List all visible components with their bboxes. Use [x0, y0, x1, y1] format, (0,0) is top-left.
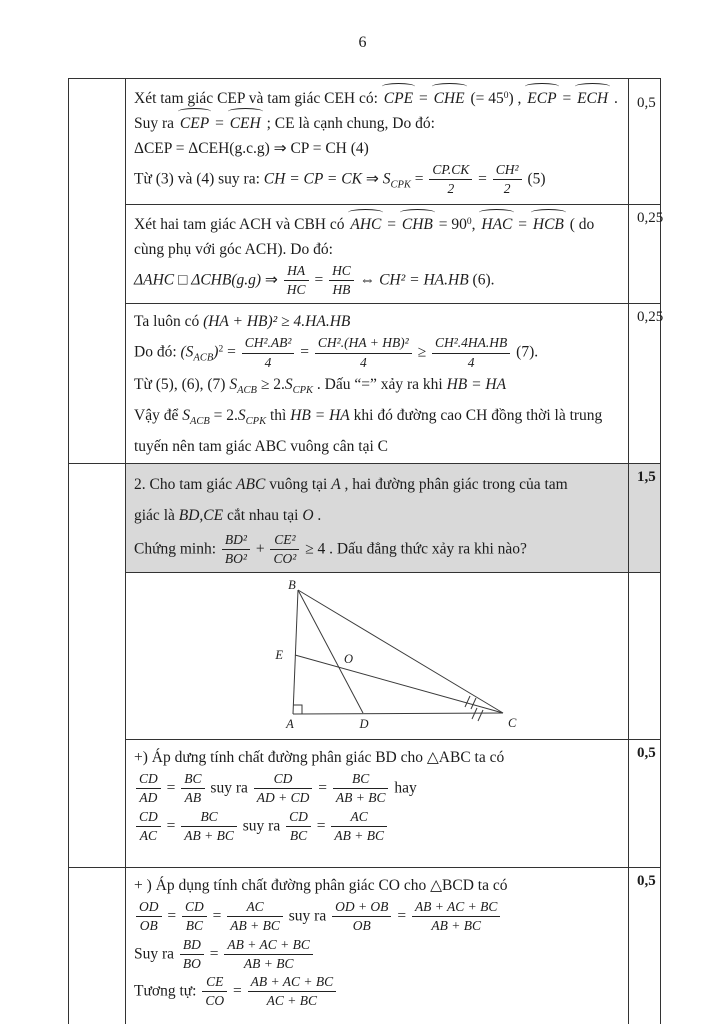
segment-BC	[298, 590, 503, 713]
text-line: Xét hai tam giác ACH và CBH có AHC = CHB = $90^0$, HAC = HCB ( do	[134, 210, 620, 237]
text-line: ΔAHC □ ΔCHB(g.g) ⇒ $\frac{HA}{HC}$ = $\frac{HC}{HB}$ ⇔ CH² = HA.HB (6).	[134, 263, 495, 298]
score-cell: 0,5	[629, 868, 661, 1024]
text-line: tuyến nên tam giác ABC vuông cân tại C	[134, 437, 388, 455]
text-line: Xét tam giác CEP và tam giác CEH có: CPE = CHE (= $45^0$) , ECP = ECH .	[134, 84, 620, 111]
score-cell: 0,25	[629, 304, 661, 463]
point-label-C: C	[508, 716, 517, 729]
text-line: + ) Áp dụng tính chất đường phân giác CO cho △BCD ta có	[134, 877, 508, 895]
problem-statement	[126, 463, 629, 572]
geometry-figure	[134, 578, 637, 728]
table-row	[69, 304, 661, 463]
angle-tick	[471, 698, 476, 709]
bisector-CE	[295, 655, 503, 713]
figure-cell	[126, 573, 629, 740]
point-label-D: D	[359, 717, 369, 729]
angle-tick	[478, 710, 483, 721]
table-row	[69, 205, 661, 304]
table-row	[69, 740, 661, 868]
part-indicator-cell	[69, 463, 126, 867]
score-cell: 0,25	[629, 205, 661, 304]
part-indicator-cell	[69, 79, 126, 464]
text-line: ΔCEP = ΔCEH(g.c.g) ⇒ CP = CH (4)	[134, 140, 369, 157]
bisector-BD	[298, 590, 363, 713]
solution-step-1	[126, 79, 629, 205]
grading-table	[68, 78, 664, 1024]
table-row	[69, 79, 661, 205]
text-line: Tương tự: $\frac{CE}{CO}$ = $\frac{AB + AC + BC}{AC + BC}$	[134, 973, 620, 1010]
angle-tick	[465, 696, 470, 707]
text-line: Do đó: $(S_{ACB})^2$ = $\frac{\text{CH².AB²}}{4}$ = $\frac{\text{CH².(HA + HB)²}}{4}$ ≥ $\frac{\text{CH².4HA.HB}}{4}$ (7).	[134, 335, 539, 370]
point-label-O: O	[344, 652, 354, 667]
segment-AC	[293, 713, 503, 714]
text-line: Từ (5), (6), (7) $S_{ACB} \ge 2.S_{CPK}$ . Dấu “=” xảy ra khi HB = HA	[134, 375, 507, 396]
part-indicator-cell	[69, 868, 126, 1024]
text-line: giác là BD,CE cắt nhau tại O .	[134, 506, 322, 524]
score-cell	[629, 573, 661, 740]
solution-step-4	[126, 740, 629, 868]
text-line: Vậy để $S_{ACB} = 2.S_{CPK}$ thì HB = HA khi đó đường cao CH đồng thời là trung	[134, 406, 603, 427]
solution-step-2	[126, 205, 629, 304]
solution-step-5	[126, 868, 629, 1024]
segment-AB	[293, 590, 298, 714]
text-line: Suy ra CEP = CEH ; CE là cạnh chung, Do đó:	[134, 111, 620, 136]
score-cell: 0,5	[629, 740, 661, 868]
table-row	[69, 573, 661, 740]
text-line: Ta luôn có (HA + HB)² ≥ 4.HA.HB	[134, 313, 351, 331]
text-line: $\frac{CD}{AC}$ = $\frac{BC}{AB + BC}$ suy ra $\frac{CD}{BC}$ = $\frac{AC}{AB + BC}$	[134, 808, 620, 845]
point-label-E: E	[275, 648, 283, 663]
table-row	[69, 868, 661, 1024]
text-line: Chứng minh: $\frac{\text{BD²}}{\text{BO²}}$ + $\frac{\text{CE²}}{\text{CO²}}$ ≥ 4 . Dấu đẳng thức xảy ra khi nào?	[134, 531, 527, 566]
right-angle-mark	[293, 705, 302, 714]
solution-step-3	[126, 304, 629, 463]
page-number: 6	[358, 34, 367, 51]
text-line: +) Áp dưng tính chất đường phân giác BD cho △ABC ta có	[134, 749, 505, 767]
table-row	[69, 463, 661, 572]
text-line: cùng phụ với góc ACH). Do đó:	[134, 241, 333, 258]
text-line: 2. Cho tam giác ABC vuông tại A , hai đường phân giác trong của tam	[134, 475, 568, 493]
point-label-B: B	[288, 578, 296, 593]
text-line: Suy ra $\frac{BD}{BO}$ = $\frac{AB + AC + BC}{AB + BC}$	[134, 936, 620, 973]
text-line: $\frac{CD}{AD}$ = $\frac{BC}{AB}$ suy ra $\frac{CD}{AD + CD}$ = $\frac{BC}{AB + BC}$ hay	[134, 770, 620, 807]
text-line: Từ (3) và (4) suy ra: CH = CP = CK ⇒ $S_{CPK}$ = $\frac{CP.CK}{2}$ = $\frac{\text{CH²}}{2}$ (5)	[134, 162, 546, 197]
score-cell: 0,5	[629, 79, 661, 205]
point-label-A: A	[286, 717, 294, 729]
text-line: $\frac{OD}{OB}$ = $\frac{CD}{BC}$ = $\frac{AC}{AB + BC}$ suy ra $\frac{OD + OB}{OB}$ = $\frac{AB + AC + BC}{AB + BC}$	[134, 898, 620, 935]
score-cell: 1,5	[629, 463, 661, 572]
